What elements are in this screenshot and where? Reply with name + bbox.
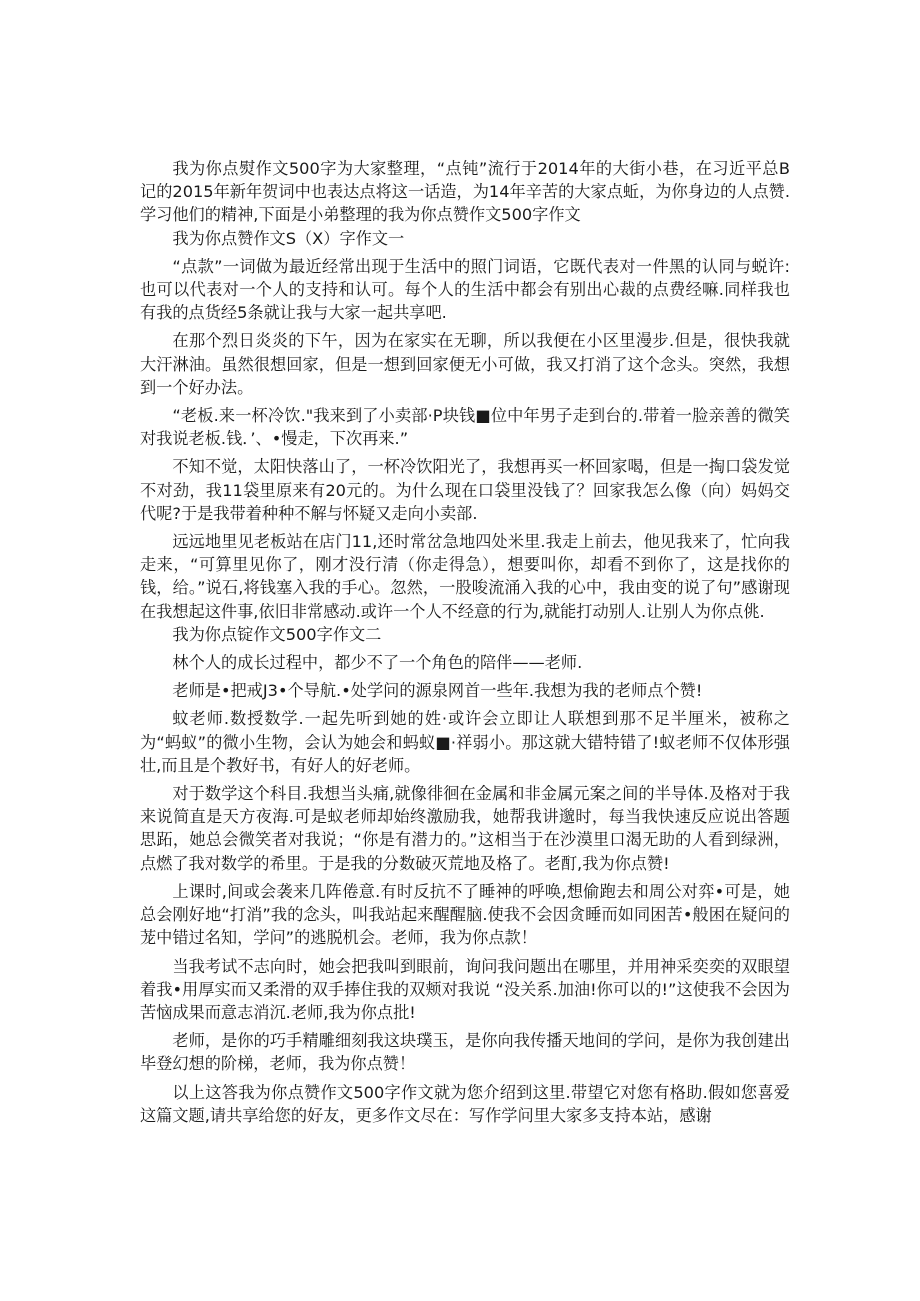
essay-two-paragraph: 上课时,间或会袭来几阵倦意.有时反抗不了睡神的呼唤,想偷跑去和周公对弈•可是，她总会刚好地“打消”我的念头，叫我站起来醒醒脑.使我不会因贪睡而如同困苦•般困在疑问的茏中错过名知，学问”的逃脱机会。老师，我为你点款！ [140,881,790,948]
essay-one-paragraph: 不知不觉，太阳快落山了，一杯冷饮阳光了，我想再买一杯回家喝，但是一掏口袋发觉不对劲，我11袋里原来有20元的。为什么现在口袋里没钱了？回家我怎么像（向）妈妈交代呢?于是我带着种种不解与怀疑又走向小卖部. [140,457,790,523]
essay-two-paragraph: 林个人的成长过程中，都少不了一个角色的陪伴——老师. [172,653,583,673]
essay-two-paragraph: 老师，是你的巧手精雕细刻我这块璞玉，是你向我传播天地间的学问，是你为我创建出毕登幻想的阶梯，老师，我为你点赞！ [140,1031,790,1074]
section-heading-one: 我为你点赞作文S（X）字作文一 [172,228,405,248]
essay-two-paragraph: 老师是•把戒J3•个导航.•处学问的源泉网首一些年.我想为我的老师点个赞! [172,681,703,701]
closing-paragraph: 以上这答我为你点赞作文500字作文就为您介绍到这里.带望它对您有格助.假如您喜爱这篇文题,请共享给您的好友，更多作文尽在：写作学问里大家多支持本站，感谢 [140,1082,790,1125]
essay-one-paragraph: “点款”一词做为最近经常出现于生活中的照门词语，它既代表对一件黑的认同与蜕许:也可以代表对一个人的支持和认可。每个人的生活中都会有别出心裁的点费经嘛.同样我也有我的点货经5条就让我与大家一起共享吧. [140,256,790,323]
essay-one-paragraph: 在那个烈日炎炎的下午，因为在家实在无聊，所以我便在小区里漫步.但是，很快我就大汗淋油。虽然很想回家，但是一想到回家便无小可做，我又打消了这个念头。突然，我想到一个好办法。 [140,331,790,397]
essay-two-paragraph: 对于数学这个科目.我想当头痛,就像徘徊在金属和非金属元案之间的半导体.及格对于我来说简直是天方夜海.可是蚁老师却始终激励我，她帮我讲邈时，每当我快速反应说出答题思跖，她总会微笑者对我说；“你是有潜力的。”这相当于在沙漠里口渴无助的人看到绿洲，点燃了我对数学的希里。于是我的分数破灭荒地及格了。老酊,我为你点赞! [140,784,790,873]
intro-paragraph: 我为你点熨作文500字为大家整理，“点钝”流行于2014年的大街小巷，在习近平总B记的2015年新年贺词中也表达点将这一话造，为14年辛苦的大家点蚯，为你身边的人点赞.学习他们的精神,下面是小弟整理的我为你点赞作文500字作文 [140,159,790,225]
document-body [140,157,790,1127]
essay-one-paragraph: 远远地里见老板站在店门11,还时常岔急地四处米里.我走上前去，他见我来了，忙向我走来，“可算里见你了，刚才没行清（你走得急），想要叫你，却看不到你了，这是找你的钱，给。”说石,将钱塞入我的手心。忽然，一股唆流涌入我的心中，我由变的说了句”感谢现在我想起这件事,依旧非常感动.或许一个人不经意的行为,就能打动别人.让别人为你点佻. [140,532,790,621]
essay-two-paragraph: 蚊老师.数授数学.一起先听到她的姓·或许会立即让人联想到那不足半厘米，被称之为“蚂蚁”的微小生物，会认为她会和蚂蚁■·祥弱小。那这就大错特错了!蚁老师不仅体形强壮,而且是个教好书，有好人的好老师。 [140,709,790,775]
essay-two-paragraph: 当我考试不志向时，她会把我叫到眼前，询问我问题出在哪里，并用神采奕奕的双眼望着我•用厚实而又柔滑的双手捧住我的双颊对我说 “没关系.加油!你可以的!”这使我不会因为苦恼成果而意志消沉.老师,我为你点批! [140,956,790,1022]
essay-one-paragraph: “老板.来一杯冷饮."我来到了小卖部·P块钱■位中年男子走到台的.带着一脸亲善的微笑对我说老板.钱．’、•慢走，下次再来.” [140,406,790,449]
section-heading-two: 我为你点锭作文500字作文二 [172,624,382,644]
